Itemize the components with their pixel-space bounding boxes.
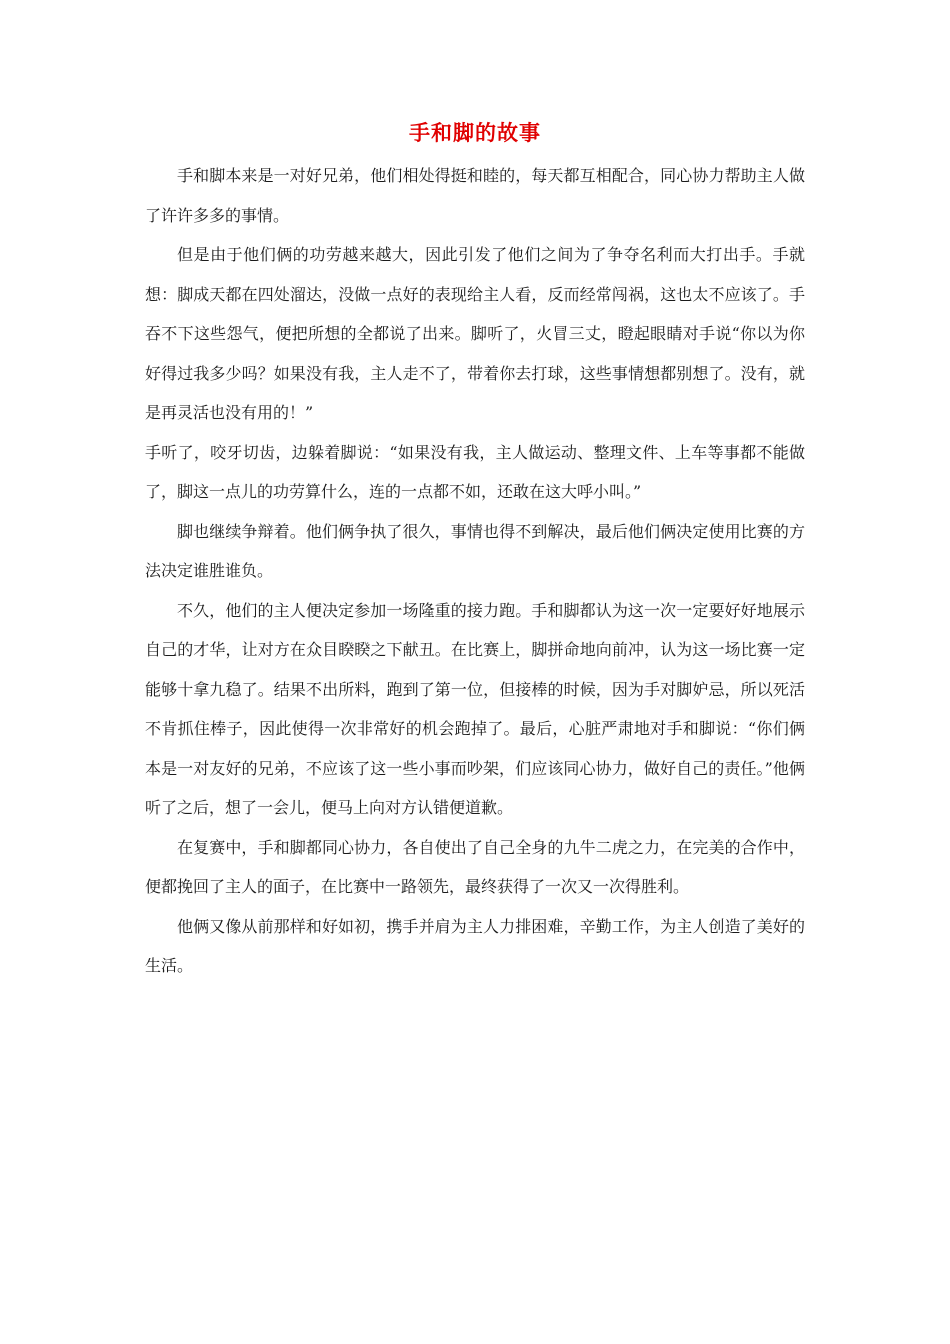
paragraph-7: 他俩又像从前那样和好如初，携手并肩为主人力排困难，辛勤工作，为主人创造了美好的生活。 [145, 916, 805, 975]
paragraph-5: 不久，他们的主人便决定参加一场隆重的接力跑。手和脚都认为这一次一定要好好地展示自己的才华，让对方在众目睽睽之下献丑。在比赛上，脚拼命地向前冲，认为这一场比赛一定能够十拿九稳了。结果不出所料，跑到了第一位，但接棒的时候，因为手对脚妒忌，所以死活不肯抓住棒子，因此使得一次非常好的机会跑掉了。最后，心脏严肃地对手和脚说：“你们俩本是一对友好的兄弟，不应该了这一些小事而吵架，们应该同心协力，做好自己的责任。”他俩听了之后，想了一会儿，便马上向对方认错便道歉。 [145, 600, 805, 817]
paragraph-6: 在复赛中，手和脚都同心协力，各自使出了自己全身的九牛二虎之力，在完美的合作中，便都挽回了主人的面子，在比赛中一路领先，最终获得了一次又一次得胜利。 [145, 837, 805, 896]
document-title: 手和脚的故事 [409, 120, 541, 145]
paragraph-4: 脚也继续争辩着。他们俩争执了很久，事情也得不到解决，最后他们俩决定使用比赛的方法决定谁胜谁负。 [145, 521, 805, 580]
paragraph-3: 手听了，咬牙切齿，边躲着脚说：“如果没有我，主人做运动、整理文件、上车等事都不能做了，脚这一点儿的功劳算什么，连的一点都不如，还敢在这大呼小叫。” [145, 442, 805, 501]
document-content [145, 118, 805, 986]
paragraph-2: 但是由于他们俩的功劳越来越大，因此引发了他们之间为了争夺名利而大打出手。手就想：脚成天都在四处溜达，没做一点好的表现给主人看，反而经常闯祸，这也太不应该了。手吞不下这些怨气，便把所想的全都说了出来。脚听了，火冒三丈，瞪起眼睛对手说“你以为你好得过我多少吗？如果没有我，主人走不了，带着你去打球，这些事情想都别想了。没有，就是再灵活也没有用的！” [145, 245, 805, 422]
paragraph-1: 手和脚本来是一对好兄弟，他们相处得挺和睦的，每天都互相配合，同心协力帮助主人做了许许多多的事情。 [145, 166, 805, 225]
